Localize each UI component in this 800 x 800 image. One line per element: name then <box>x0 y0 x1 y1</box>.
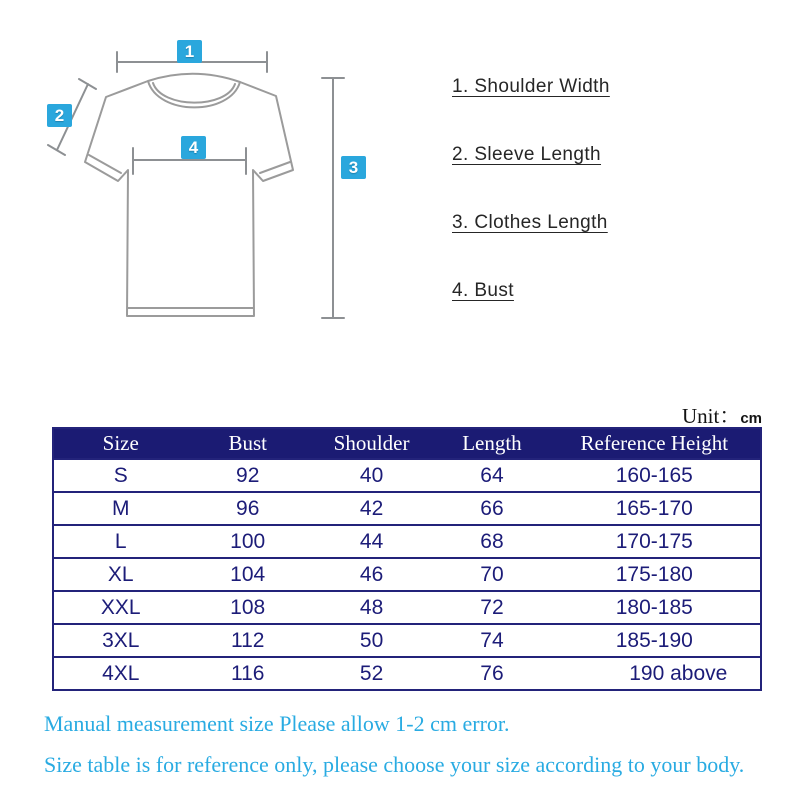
unit-value: cm <box>740 410 762 427</box>
unit-label <box>682 400 762 430</box>
cell-height: 190 above <box>549 657 761 690</box>
cell-size: 4XL <box>53 657 188 690</box>
cell-length: 76 <box>435 657 548 690</box>
table-header-row <box>53 428 761 459</box>
table-row <box>53 657 761 690</box>
cell-length: 70 <box>435 558 548 591</box>
table-row <box>53 492 761 525</box>
cell-shoulder: 44 <box>308 525 435 558</box>
cell-size: L <box>53 525 188 558</box>
cell-length: 64 <box>435 459 548 492</box>
cell-height: 185-190 <box>549 624 761 657</box>
cell-shoulder: 40 <box>308 459 435 492</box>
cell-size: XXL <box>53 591 188 624</box>
cell-shoulder: 52 <box>308 657 435 690</box>
legend-shoulder-width: 1. Shoulder Width <box>452 76 610 97</box>
header-bust: Bust <box>188 428 308 459</box>
note-reference-only: Size table is for reference only, please choose your size according to your body. <box>44 752 745 777</box>
table-row <box>53 525 761 558</box>
tshirt-measurement-diagram <box>0 0 440 390</box>
legend-sleeve-length: 2. Sleeve Length <box>452 144 602 165</box>
cell-size: 3XL <box>53 624 188 657</box>
cell-bust: 112 <box>188 624 308 657</box>
cell-bust: 104 <box>188 558 308 591</box>
cell-size: M <box>53 492 188 525</box>
cell-length: 68 <box>435 525 548 558</box>
cell-bust: 108 <box>188 591 308 624</box>
header-shoulder: Shoulder <box>308 428 435 459</box>
cell-length: 74 <box>435 624 548 657</box>
unit-separator: ： <box>719 404 741 428</box>
header-reference-height: Reference Height <box>549 428 761 459</box>
cell-height: 160-165 <box>549 459 761 492</box>
cell-height: 180-185 <box>549 591 761 624</box>
cell-size: S <box>53 459 188 492</box>
cell-size: XL <box>53 558 188 591</box>
header-length: Length <box>435 428 548 459</box>
header-size: Size <box>53 428 188 459</box>
cell-bust: 92 <box>188 459 308 492</box>
measurement-tag-2: 2 <box>47 104 72 127</box>
cell-shoulder: 50 <box>308 624 435 657</box>
measurement-tag-1: 1 <box>177 40 202 63</box>
cell-length: 66 <box>435 492 548 525</box>
cell-shoulder: 48 <box>308 591 435 624</box>
unit-word: Unit <box>681 404 720 428</box>
legend-bust: 4. Bust <box>452 280 514 301</box>
legend-clothes-length: 3. Clothes Length <box>452 212 608 233</box>
cell-bust: 96 <box>188 492 308 525</box>
cell-height: 175-180 <box>549 558 761 591</box>
measurement-tag-4: 4 <box>181 136 206 159</box>
measure-line-length <box>322 78 344 318</box>
measurement-tag-3: 3 <box>341 156 366 179</box>
cell-shoulder: 46 <box>308 558 435 591</box>
cell-bust: 116 <box>188 657 308 690</box>
size-table <box>52 427 762 691</box>
cell-shoulder: 42 <box>308 492 435 525</box>
cell-height: 165-170 <box>549 492 761 525</box>
tshirt-outline <box>85 74 293 316</box>
cell-height: 170-175 <box>549 525 761 558</box>
cell-length: 72 <box>435 591 548 624</box>
table-row <box>53 558 761 591</box>
table-row <box>53 459 761 492</box>
cell-bust: 100 <box>188 525 308 558</box>
note-measurement-error: Manual measurement size Please allow 1-2 cm error. <box>44 711 510 736</box>
table-row <box>53 591 761 624</box>
table-row <box>53 624 761 657</box>
